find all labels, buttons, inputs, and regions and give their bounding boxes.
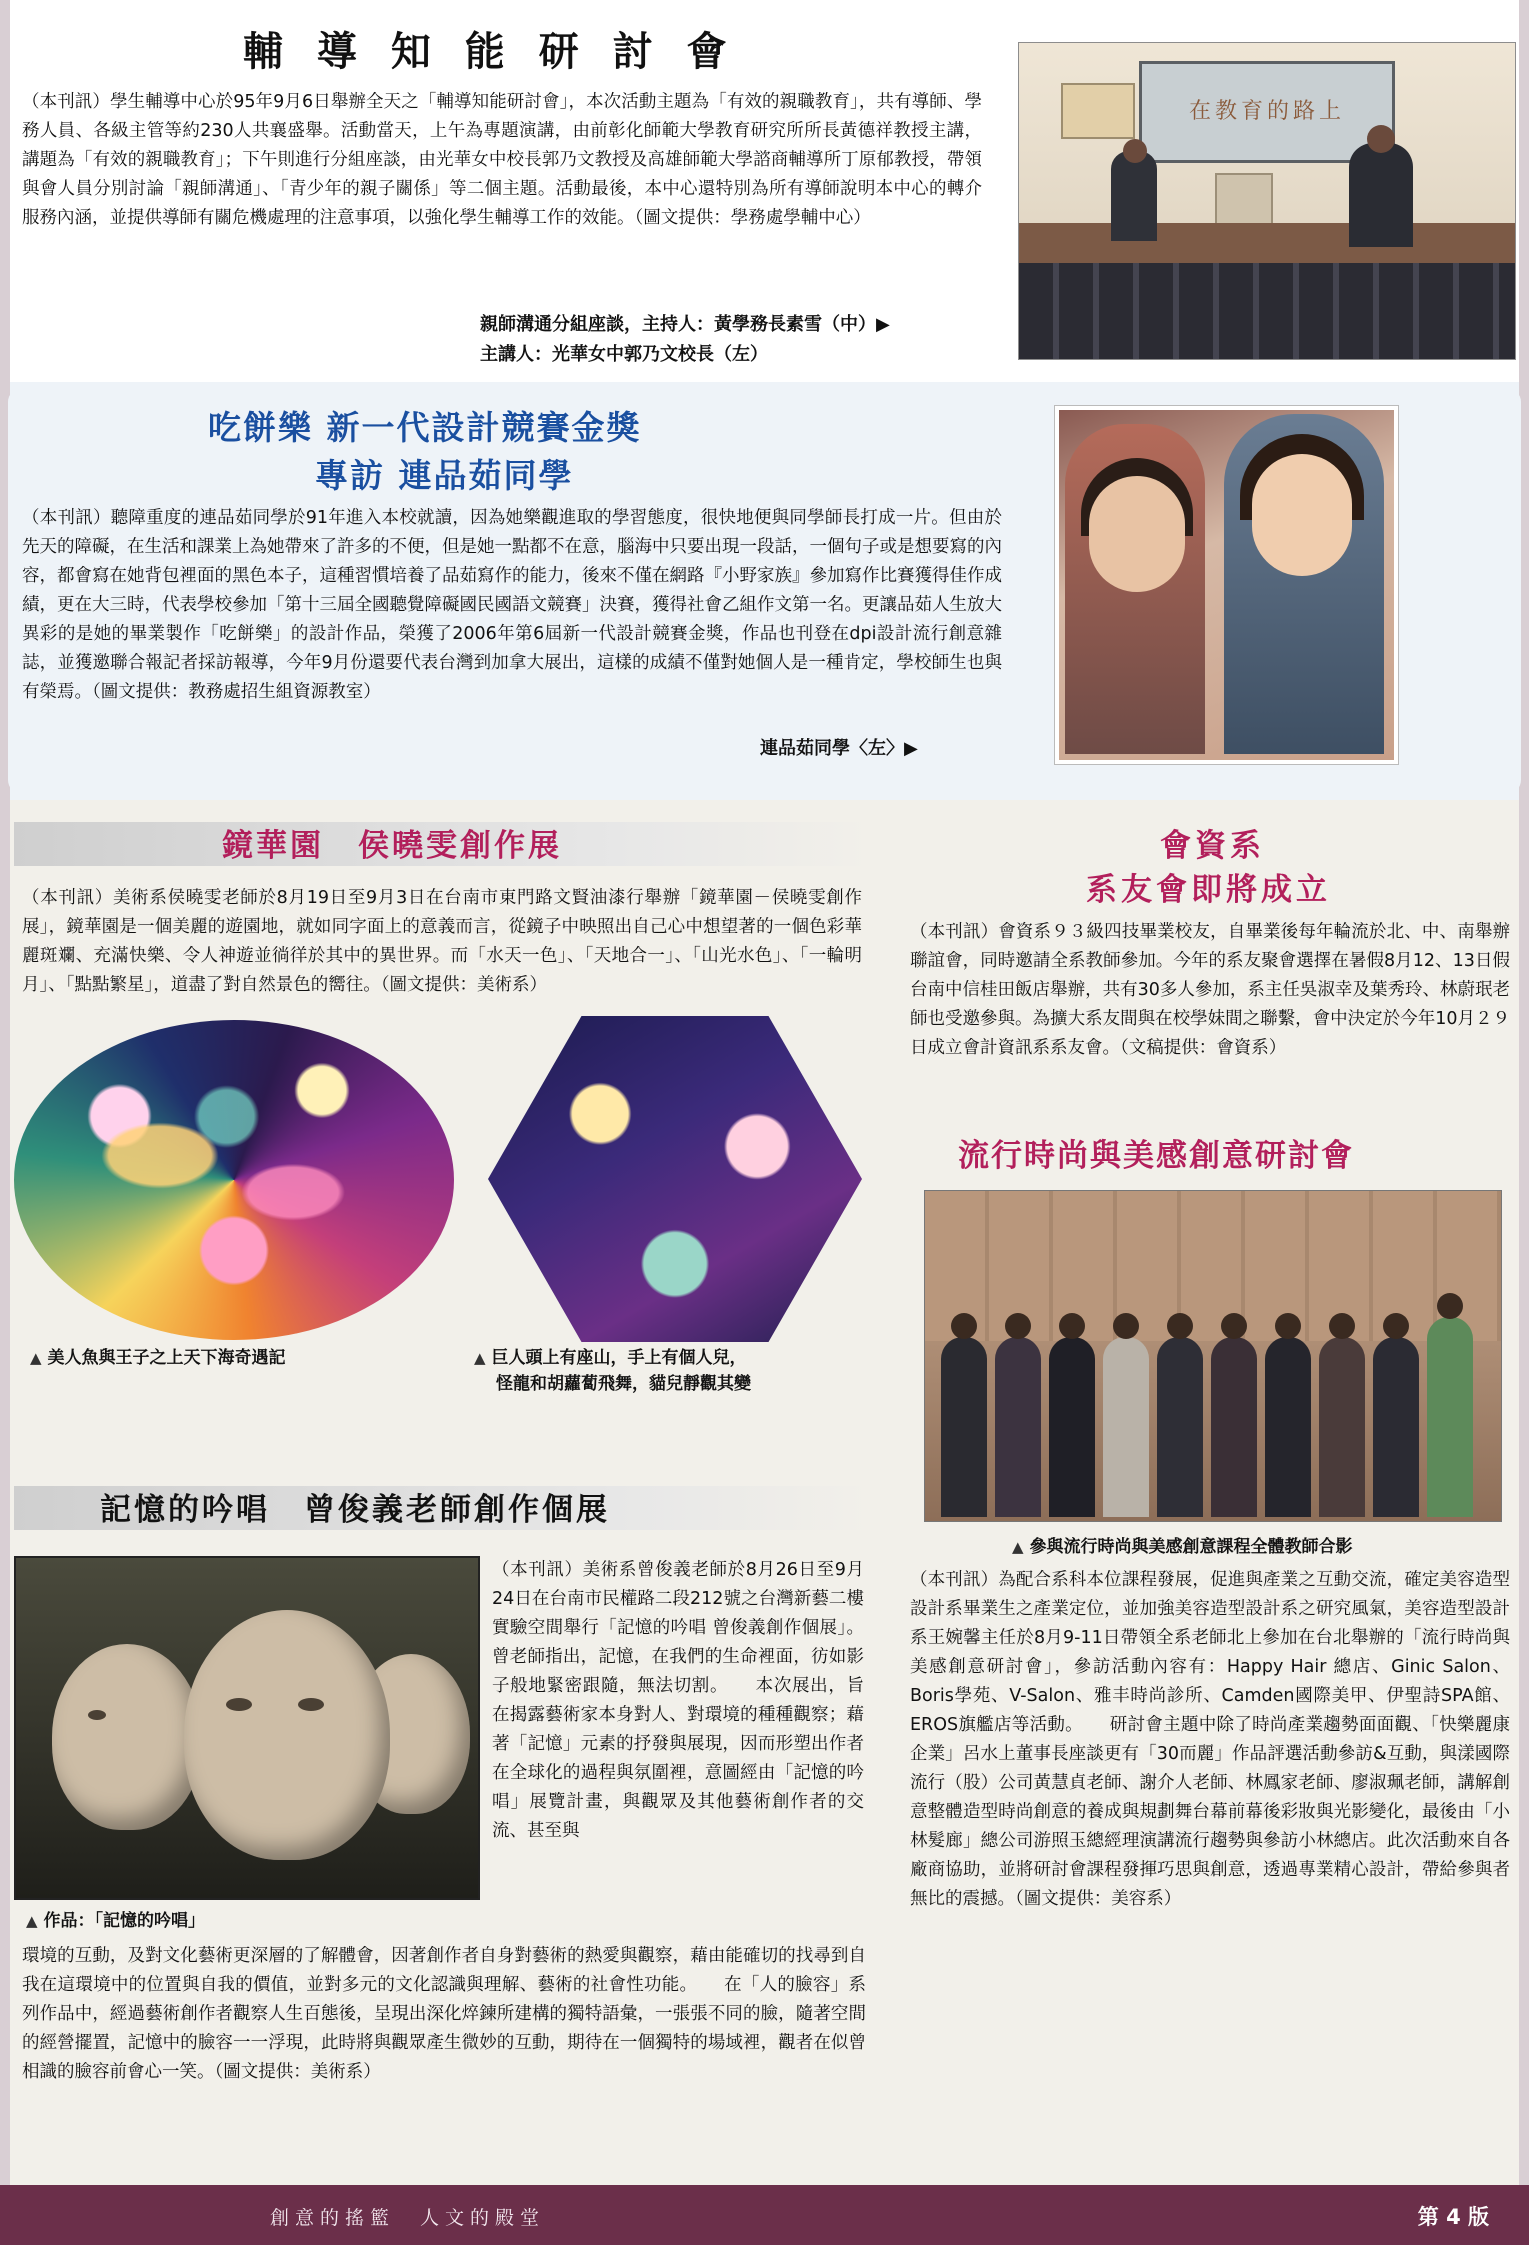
triangle-marker-icon: ▲ [30, 1349, 42, 1367]
person-8 [1319, 1337, 1365, 1517]
section1-body: （本刊訊）學生輔導中心於95年9月6日舉辦全天之「輔導知能研討會」，本次活動主題為「有效的親職教育」，共有導師、學務人員、各級主管等約230人共襄盛舉。活動當天，上午為專題演講，由前彰化師範大學教育研究所所長黃德祥教授主講，講題為「有效的親職教育」；下午則進行分組座談，由光華女中校長郭乃文教授及高雄師範大學諮商輔導所丁原郁教授，帶領與會人員分別討論「親師溝通」、「青少年的親子關係」等二個主題。活動最後，本中心還特別為所有導師說明本中心的轉介服務內涵，並提供導師有關危機處理的注意事項，以強化學生輔導工作的效能。（圖文提供：學務處學輔中心） [22, 92, 982, 228]
footer-page-number: 第 4 版 [1417, 2205, 1489, 2229]
triangle-marker-icon: ▲ [26, 1912, 38, 1930]
section4-title: 記憶的吟唱 曾俊義老師創作個展 [100, 1492, 610, 1528]
section2-caption: 連品茹同學〈左〉▶ [760, 738, 918, 759]
right-column [900, 800, 1515, 2185]
section4-body-full: 環境的互動，及對文化藝術更深層的了解體會，因著創作者自身對藝術的熱愛與觀察，藉由能確切的找尋到自我在這環境中的位置與自我的價值，並對多元的文化認識與理解、藝術的社會性功能。 在「人的臉容」系列作品中，經過藝術創作者觀察人生百態後，呈現出深化焠鍊所建構的獨特語彙，一張張不同的臉，隨著空間的經營擺置，記憶中的臉容一一浮現，此時將與觀眾產生微妙的互動，期待在一個獨特的場域裡，觀者在似曾相識的臉容前會心一笑。（圖文提供：美術系） [22, 1946, 866, 2082]
seminar-lecture-photo [1018, 42, 1516, 360]
section2-body: （本刊訊）聽障重度的連品茹同學於91年進入本校就讀，因為她樂觀進取的學習態度，很快地便與同學師長打成一片。但由於先天的障礙，在生活和課業上為她帶來了許多的不便，但是她一點都不在意，腦海中只要出現一段話，一個句子或是想要寫的內容，都會寫在她背包裡面的黑色本子，這種習慣培養了品茹寫作的能力，後來不僅在網路『小野家族』參加寫作比賽獲得佳作成績，更在大三時，代表學校參加「第十三屆全國聽覺障礙國民國語文競賽」決賽，獲得社會乙組作文第一名。更讓品茹人生放大異彩的是她的畢業製作「吃餅樂」的設計作品，榮獲了2006年第6屆新一代設計競賽金獎，作品也刊登在dpi設計流行創意雜誌，並獲邀聯合報記者採訪報導，今年9月份還要代表台灣到加拿大展出，這樣的成績不僅對她個人是一種肯定，學校師生也與有榮焉。（圖文提供：教務處招生組資源教室） [22, 508, 1002, 702]
section-design-award-interview [0, 382, 1529, 800]
speaker-head-right [1367, 125, 1395, 153]
section3-title: 鏡華園 侯曉雯創作展 [222, 828, 562, 864]
person-9 [1373, 1337, 1419, 1517]
clay-face-eye-left [226, 1698, 252, 1711]
clay-face-left-eye [88, 1710, 106, 1720]
artwork2-caption-line2: 怪龍和胡蘿蔔飛舞，貓兒靜觀其變 [496, 1374, 751, 1394]
section1-caption-2: 主講人：光華女中郭乃文校長（左） [480, 344, 768, 365]
screen-text: 在教育的路上 [1188, 99, 1345, 124]
section5-body-wrap [910, 918, 1510, 1063]
section5-title-line2: 系友會即將成立 [1086, 872, 1331, 908]
person-8-head [1329, 1313, 1355, 1339]
person-4-head [1113, 1313, 1139, 1339]
person-left-face [1089, 476, 1185, 592]
speaker-head-left [1123, 139, 1147, 163]
people-row [935, 1287, 1491, 1517]
section3-body-wrap [22, 884, 862, 1000]
section1-title: 輔 導 知 能 研 討 會 [243, 29, 737, 75]
person-4 [1103, 1337, 1149, 1517]
artwork-ellipse-surface [14, 1020, 454, 1340]
artwork-hexagon-surface [488, 1016, 862, 1342]
person-3-head [1059, 1313, 1085, 1339]
artwork-ellipse-mermaid [14, 1020, 454, 1340]
person-10 [1427, 1317, 1473, 1517]
section4-caption: ▲ 作品：「記憶的吟唱」 [26, 1911, 206, 1931]
person-10-head [1437, 1293, 1463, 1319]
person-6-head [1221, 1313, 1247, 1339]
person-2 [995, 1337, 1041, 1517]
artwork2-caption: ▲ 巨人頭上有座山，手上有個人兒， 怪龍和胡蘿蔔飛舞，貓兒靜觀其變 [474, 1345, 864, 1397]
speaker-figure-right [1349, 143, 1413, 247]
triangle-marker-icon: ▲ [1012, 1538, 1024, 1556]
wall-poster [1061, 83, 1135, 139]
section6-body-wrap [910, 1566, 1510, 1914]
stage-floor [1019, 223, 1515, 263]
section6-caption: ▲ 參與流行時尚與美感創意課程全體教師合影 [1012, 1537, 1353, 1557]
section3-body: （本刊訊）美術系侯曉雯老師於8月19日至9月3日在台南市東門路文賢油漆行舉辦「鏡華園－侯曉雯創作展」，鏡華園是一個美麗的遊園地，就如同字面上的意義而言，從鏡子中映照出自己心中想望著的一個色彩華麗斑斕、充滿快樂、令人神遊並徜徉於其中的異世界。而「水天一色」、「天地合一」、「山光水色」、「一輪明月」、「點點繁星」，道盡了對自然景色的嚮往。（圖文提供：美術系） [22, 888, 862, 995]
section2-title-line2: 專訪 連品茹同學 [315, 456, 574, 495]
sculpture-faces-photo [14, 1556, 480, 1900]
person-3 [1049, 1337, 1095, 1517]
person-1 [941, 1337, 987, 1517]
section4-body-right: （本刊訊）美術系曾俊義老師於8月26日至9月24日在台南市民權路二段212號之台灣新藝二樓實驗空間舉行「記憶的吟唱 曾俊義創作個展」。曾老師指出，記憶，在我們的生命裡面，彷如影子般地緊密跟隨，無法切割。 本次展出，旨在揭露藝術家本身對人、對環境的種種觀察；藉著「記憶」元素的抒發與展現，因而形塑出作者在全球化的過程與氛圍裡，意圖經由「記憶的吟唱」展覽計畫，與觀眾及其他藝術創作者的交流、甚至與 [492, 1560, 864, 1841]
section4-body-full-wrap [22, 1942, 866, 2087]
section4-body-right-wrap [492, 1556, 864, 1846]
section1-body-wrap [22, 88, 982, 233]
footer-slogan: 創意的搖籃 人文的殿堂 [270, 2207, 546, 2229]
audience-seats [1019, 263, 1515, 359]
person-6 [1211, 1337, 1257, 1517]
section6-body: （本刊訊）為配合系科本位課程發展，促進與產業之互動交流，確定美容造型設計系畢業生之產業定位，並加強美容造型設計系之研究風氣，美容造型設計系王婉馨主任於8月9-11日帶領全系老師北上參加在台北舉辦的「流行時尚與美感創意研討會」，參訪活動內容有：Happy Hair 總店、Ginic Salon、Boris學苑、V-Salon、雅丰時尚診所、Camden國際美甲、伊聖詩SPA館、EROS旗艦店等活動。 研討會主題中除了時尚產業趨勢面面觀、「快樂麗康企業」呂水上董事長座談更有「30而麗」作品評選活動參訪&互動，與漾國際流行（股）公司黃慧貞老師、謝介人老師、林鳳家老師、廖淑珮老師，講解創意整體造型時尚創意的養成與規劃舞台幕前幕後彩妝與光影變化，最後由「小林髮廊」總公司游照玉總經理演講流行趨勢與參訪小林總店。此次活動來自各廠商協助，並將研討會課程發揮巧思與創意，透過專業精心設計，帶給參與者無比的震撼。（圖文提供：美容系） [910, 1570, 1510, 1909]
person-5-head [1167, 1313, 1193, 1339]
section5-title-line1: 會資系 [1160, 828, 1265, 864]
person-7 [1265, 1337, 1311, 1517]
person-2-head [1005, 1313, 1031, 1339]
person-7-head [1275, 1313, 1301, 1339]
person-5 [1157, 1337, 1203, 1517]
triangle-marker-icon: ▲ [474, 1349, 486, 1367]
person-9-head [1383, 1313, 1409, 1339]
section2-title-line1: 吃餅樂 新一代設計競賽金獎 [208, 408, 642, 447]
section1-caption-1: 親師溝通分組座談，主持人：黃學務長素雪（中）▶ [480, 314, 890, 335]
clay-face-eye-right [298, 1698, 324, 1711]
person-right-face [1252, 454, 1352, 576]
section5-body: （本刊訊）會資系９３級四技畢業校友，自畢業後每年輪流於北、中、南舉辦聯誼會，同時邀請全系教師參加。今年的系友聚會選擇在暑假8月12、13日假台南中信桂田飯店舉辦，共有30多人參加，系主任吳淑幸及葉秀玲、林蔚珉老師也受邀參與。為擴大系友間與在校學妹間之聯繫，會中決定於今年10月２９日成立會計資訊系系友會。（文稿提供：會資系） [910, 922, 1510, 1058]
group-photo-teachers [924, 1190, 1502, 1522]
clay-face-center [184, 1610, 390, 1860]
speaker-figure-left [1111, 151, 1157, 241]
section2-body-wrap [22, 504, 1002, 707]
section6-title: 流行時尚與美感創意研討會 [958, 1138, 1354, 1174]
artwork1-caption: ▲ 美人魚與王子之上天下海奇遇記 [30, 1345, 286, 1371]
clay-face-left [52, 1644, 202, 1830]
section-counseling-seminar [0, 0, 1529, 382]
artwork-hexagon-giant [488, 1016, 862, 1342]
page-footer [0, 2185, 1529, 2245]
artwork-ellipse-detail [49, 1058, 419, 1301]
student-interview-photo [1055, 406, 1398, 764]
person-1-head [951, 1313, 977, 1339]
